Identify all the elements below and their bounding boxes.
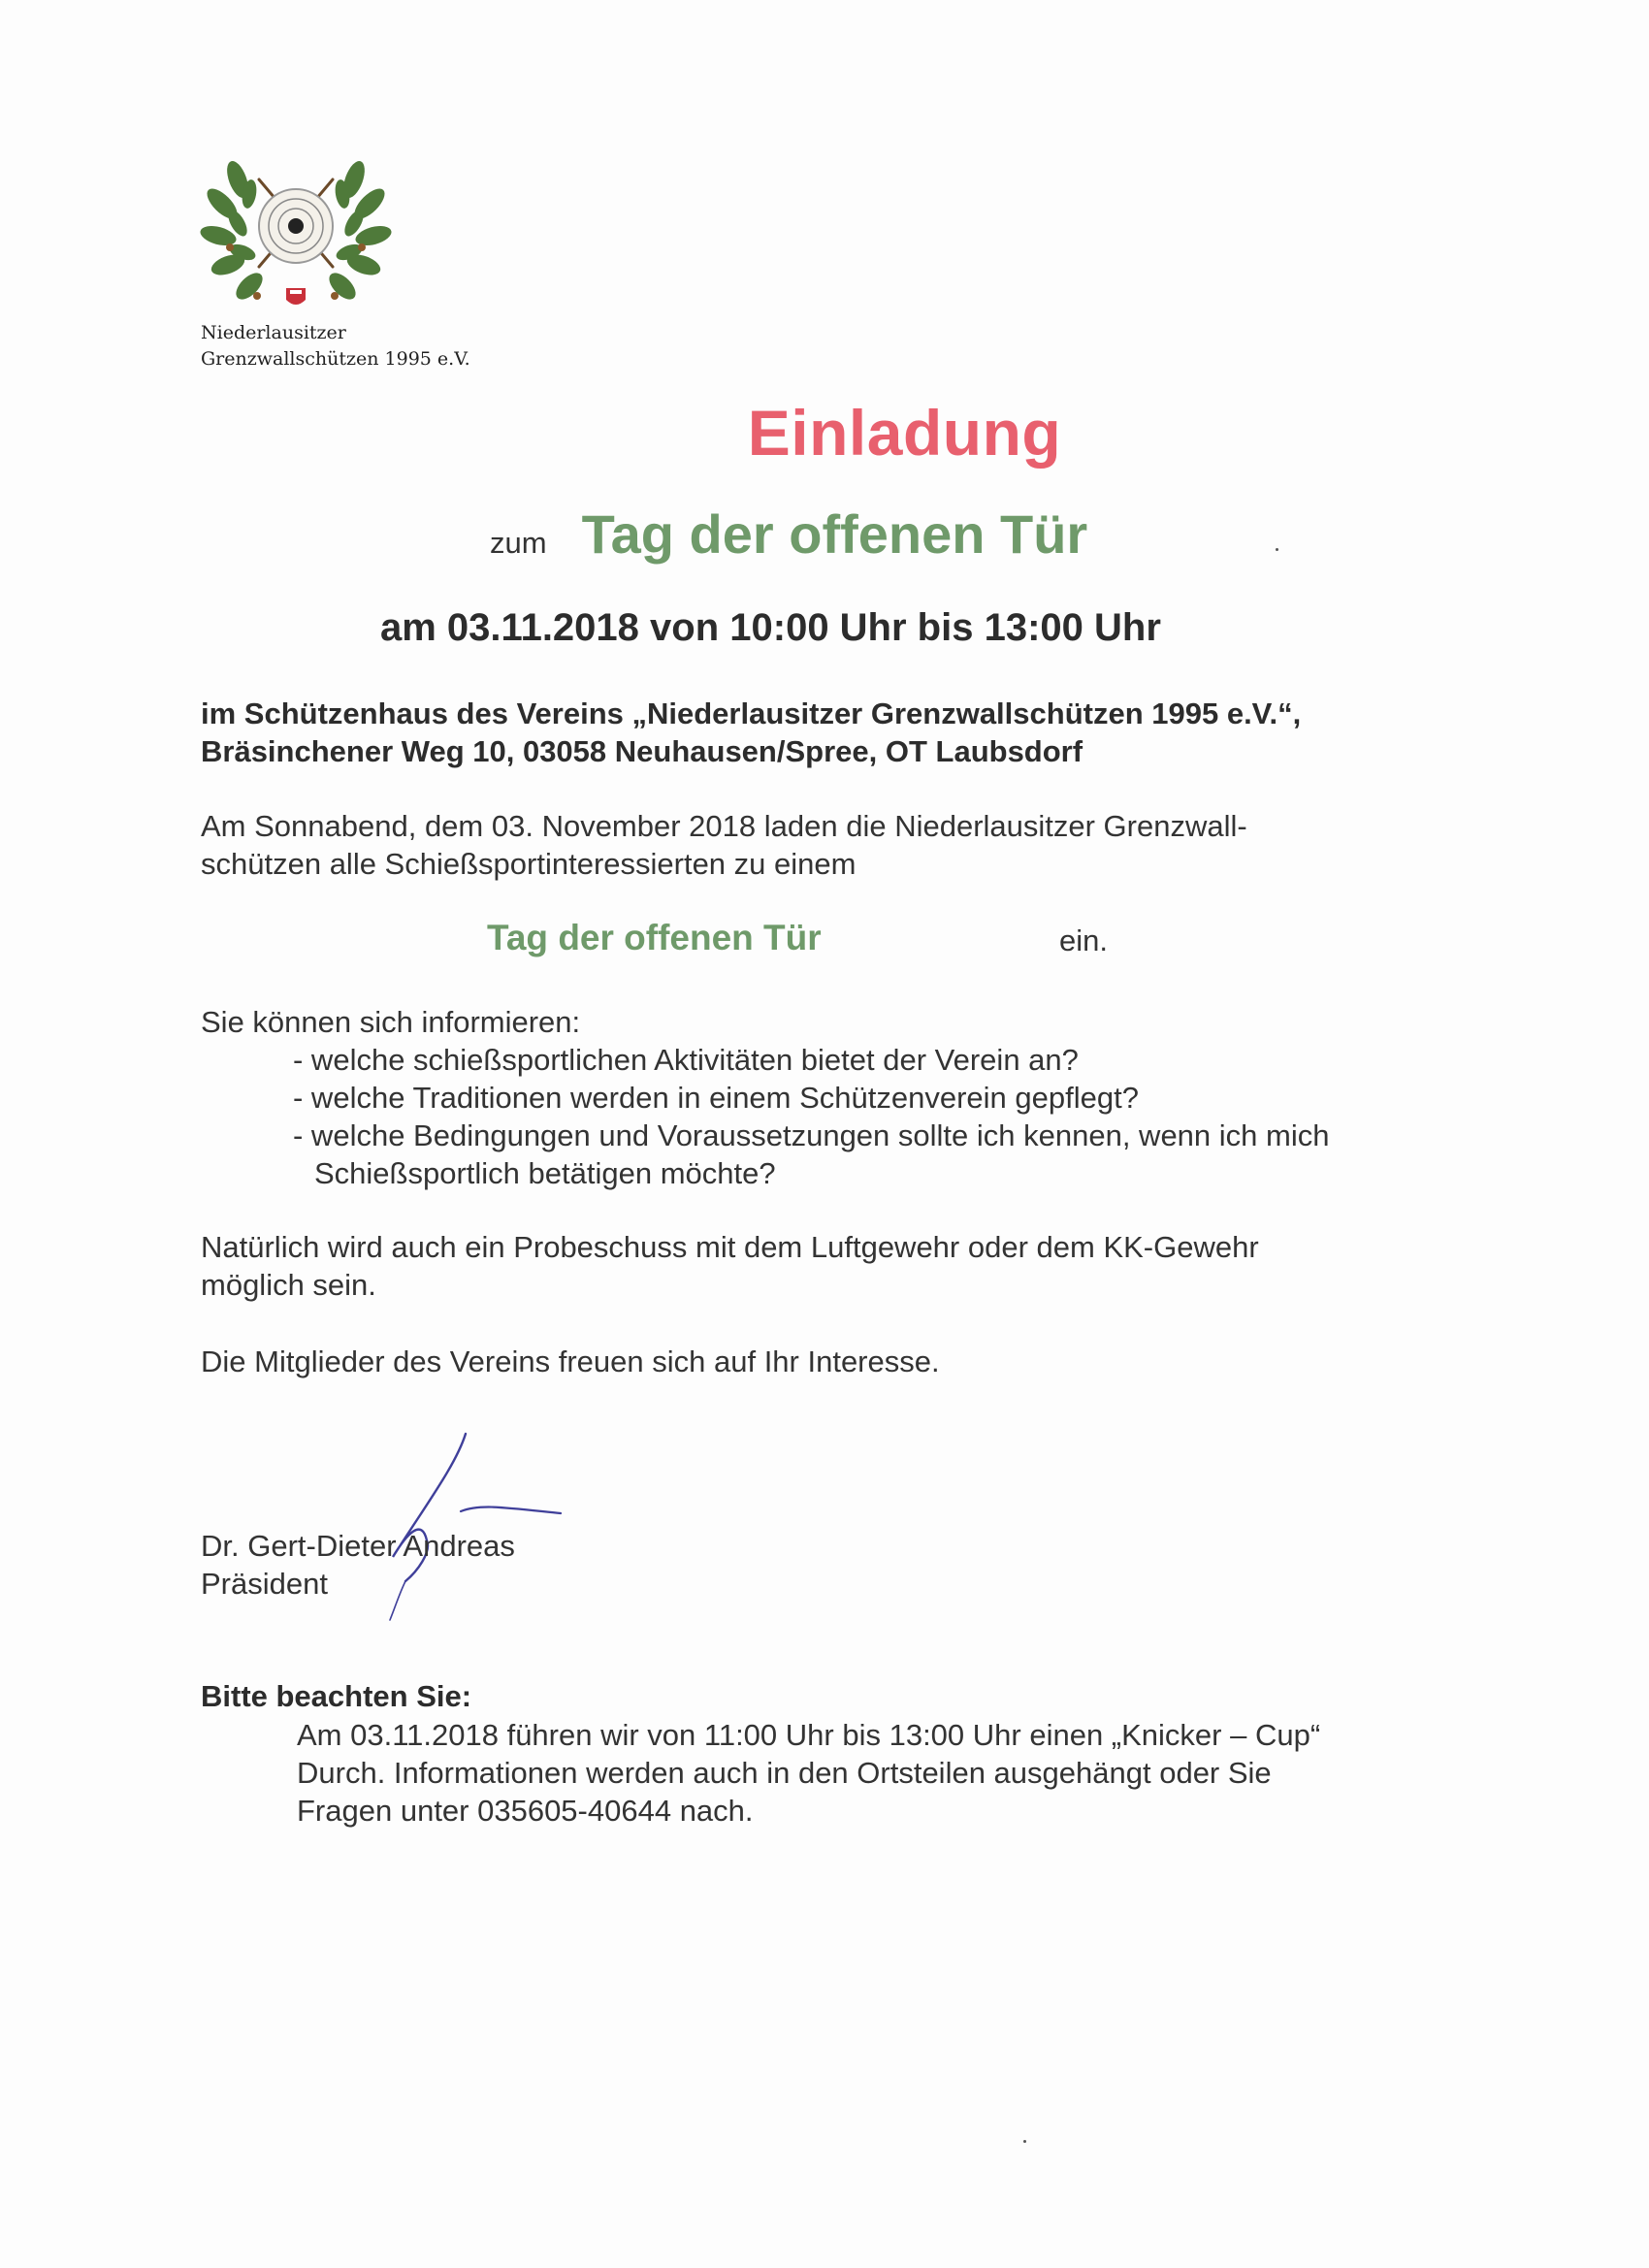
event-subtitle [490, 502, 1087, 566]
event-line-suffix: ein. [1059, 923, 1108, 957]
signer-name: Dr. Gert-Dieter Andreas [201, 1529, 515, 1563]
scan-speck [1276, 548, 1278, 551]
info-list-item: - welche Traditionen werden in einem Schützenverein gepflegt? [293, 1081, 1139, 1115]
signer-role: Präsident [201, 1567, 328, 1601]
intro-paragraph [201, 807, 1247, 883]
venue-line1: im Schützenhaus des Vereins „Niederlausitzer Grenzwallschützen 1995 e.V.“, [201, 697, 1302, 730]
invitation-title: Einladung [747, 397, 1062, 469]
probe-paragraph [201, 1228, 1259, 1304]
info-list-item: - welche Bedingungen und Voraussetzungen sollte ich kennen, wenn ich mich [293, 1118, 1330, 1152]
subtitle-prefix: zum [490, 526, 547, 560]
probe-line2: möglich sein. [201, 1268, 376, 1302]
info-lead: Sie können sich informieren: [201, 1005, 581, 1039]
intro-line2: schützen alle Schießsportinteressierten zu einem [201, 847, 857, 881]
subtitle-event: Tag der offenen Tür [581, 503, 1088, 565]
notice-text [297, 1716, 1320, 1830]
info-list-item: - welche schießsportlichen Aktivitäten bietet der Verein an? [293, 1043, 1079, 1077]
club-name-line1: Niederlausitzer [201, 322, 346, 343]
probe-line1: Natürlich wird auch ein Probeschuss mit dem Luftgewehr oder dem KK-Gewehr [201, 1230, 1259, 1264]
scan-speck [1023, 2140, 1026, 2143]
notice-line2: Durch. Informationen werden auch in den Ortsteilen ausgehängt oder Sie [297, 1756, 1272, 1790]
event-line-name: Tag der offenen Tür [487, 918, 822, 957]
notice-line1: Am 03.11.2018 führen wir von 11:00 Uhr bis 13:00 Uhr einen „Knicker – Cup“ [297, 1718, 1321, 1752]
info-list-item-continuation: Schießsportlich betätigen möchte? [314, 1156, 776, 1190]
signer-block [201, 1527, 515, 1603]
venue-line2: Bräsinchener Weg 10, 03058 Neuhausen/Spree, OT Laubsdorf [201, 734, 1083, 768]
notice-heading: Bitte beachten Sie: [201, 1679, 472, 1713]
club-emblem-icon [199, 150, 393, 315]
event-date-time: am 03.11.2018 von 10:00 Uhr bis 13:00 Uhr [380, 606, 1161, 649]
closing-paragraph: Die Mitglieder des Vereins freuen sich auf Ihr Interesse. [201, 1345, 940, 1378]
club-name-line2: Grenzwallschützen 1995 e.V. [201, 348, 470, 370]
event-line [487, 918, 1108, 958]
venue-address [201, 695, 1301, 770]
club-name [201, 320, 470, 373]
intro-line1: Am Sonnabend, dem 03. November 2018 laden die Niederlausitzer Grenzwall- [201, 809, 1247, 843]
info-list [293, 1041, 1329, 1192]
notice-line3: Fragen unter 035605-40644 nach. [297, 1794, 754, 1828]
